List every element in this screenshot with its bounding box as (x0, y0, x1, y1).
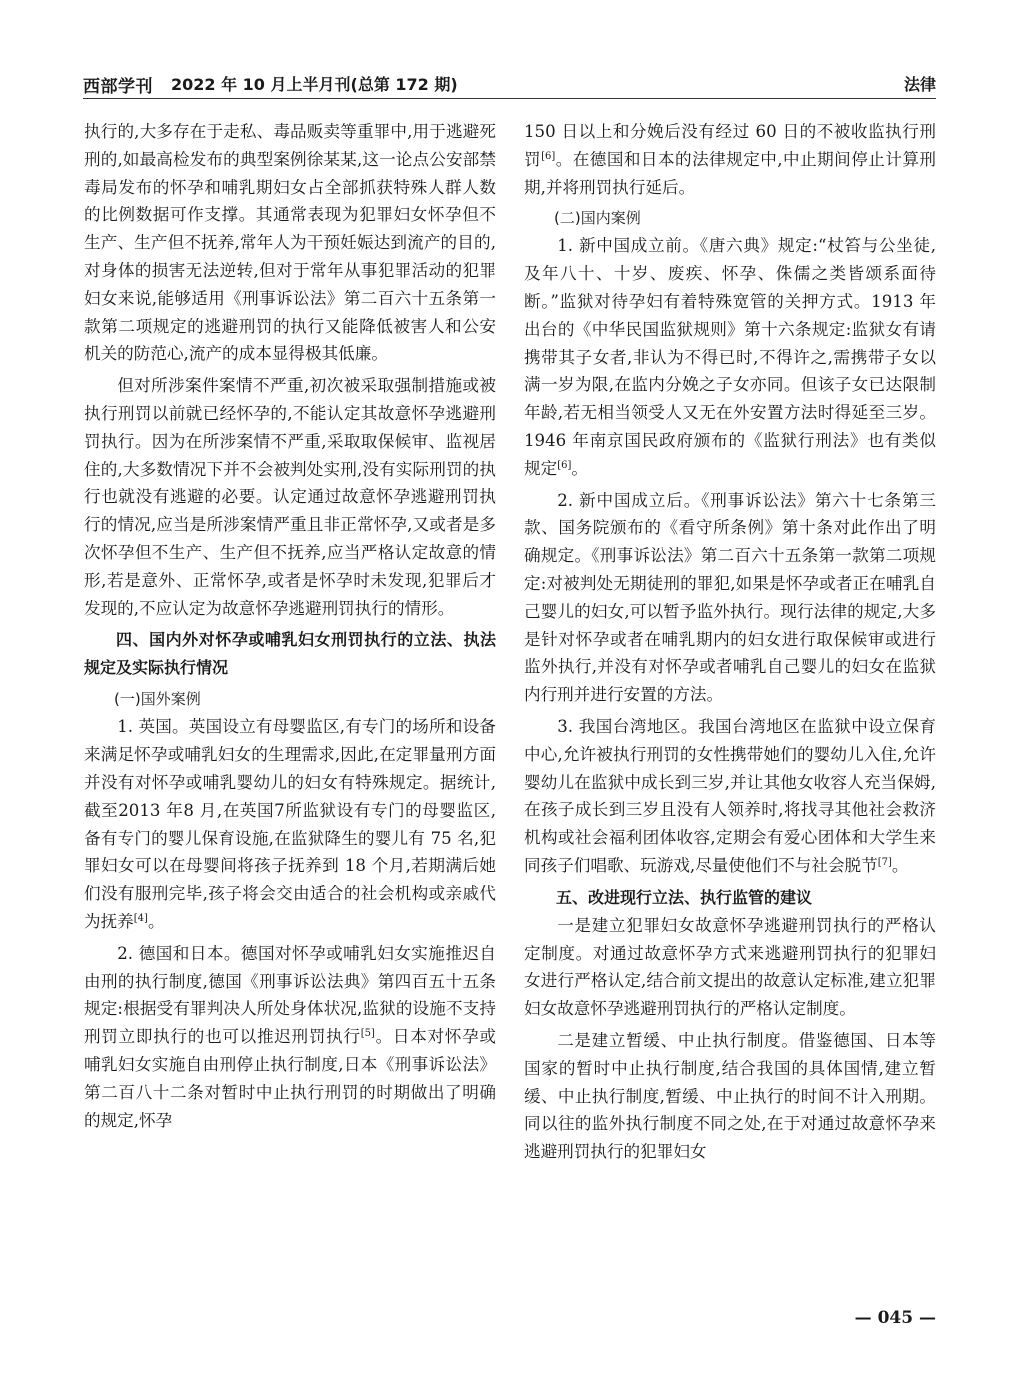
paragraph-text: 。 (147, 911, 165, 931)
paragraph: 但对所涉案件案情不严重,初次被采取强制措施或被执行刑罚以前就已经怀孕的,不能认定其故意怀孕逃避刑罚执行。因为在所涉案情不严重,采取取保候审、监视居住的,大多数情况下并不会被判处实刑,没有实际刑罚的执行也就没有逃避的必要。认定通过故意怀孕逃避刑罚执行的情况,应当是所涉案情严重且非正常怀孕,又或者是多次怀孕但不生产、生产但不抚养,应当严格认定故意的情形,若是意外、正常怀孕,或者是怀孕时未发现,犯罪后才发现的,不应认定为故意怀孕逃避刑罚执行的情形。 (84, 376, 496, 618)
journal-logo: 西部学刊 (83, 77, 153, 97)
citation: [6] (557, 459, 572, 471)
paragraph (84, 713, 496, 935)
paragraph (524, 118, 936, 201)
citation: [6] (541, 150, 556, 162)
paragraph: 执行的,大多存在于走私、毒品贩卖等重罪中,用于逃避死刑的,如最高检发布的典型案例徐某某,这一论点公安部禁毒局发布的怀孕和哺乳期妇女占全部抓获特殊人群人数的比例数据可作支撑。其通常表现为犯罪妇女怀孕但不生产、生产但不抚养,常年人为干预妊娠达到流产的目的,对身体的损害无法逆转,但对于常年从事犯罪活动的犯罪妇女来说,能够适用《刑事诉讼法》第二百六十五条第一款第二项规定的逃避刑罚的执行又能降低被害人和公安机关的防范心,流产的成本显得极其低廉。 (84, 122, 496, 364)
paragraph-text: 。 (571, 458, 588, 478)
paragraph (524, 232, 936, 482)
subsection-heading: (二)国内案例 (554, 209, 641, 228)
paragraph: 二是建立暂缓、中止执行制度。借鉴德国、日本等国家的暂时中止执行制度,结合我国的具体国情,建立暂缓、中止执行制度,暂缓、中止执行的时间不计入刑期。同以往的监外执行制度不同之处,在于对通过故意怀孕来逃避刑罚执行的犯罪妇女 (524, 1030, 936, 1162)
paragraph-text: 。 (891, 855, 909, 875)
section-heading: 五、改进现行立法、执行监管的建议 (556, 887, 813, 907)
subsection-heading: (一)国外案例 (114, 690, 201, 709)
citation: [7] (877, 856, 892, 868)
paragraph (524, 713, 936, 880)
paragraph-text: 1. 英国。英国设立有母婴监区,有专门的场所和设备来满足怀孕或哺乳妇女的生理需求,因此,在定罪量刑方面并没有对怀孕或哺乳婴幼儿的妇女有特殊规定。据统计,截至2013 年8 月,在英国7所监狱设有专门的母婴监区,备有专门的婴儿保育设施,在监狱降生的婴儿有 75 名,犯罪妇女可以在母婴间将孩子抚养到 18 个月,若期满后她们没有服刑完毕,孩子将会交由适合的社会机构或亲戚代为抚养 (84, 717, 496, 931)
paragraph: 2. 新中国成立后。《刑事诉讼法》第六十七条第三款、国务院颁布的《看守所条例》第十条对此作出了明确规定。《刑事诉讼法》第二百六十五条第一款第二项规定:对被判处无期徒刑的罪犯,如果是怀孕或者正在哺乳自己婴儿的妇女,可以暂予监外执行。现行法律的规定,大多是针对怀孕或者在哺乳期内的妇女进行取保候审或进行监外执行,并没有对怀孕或者哺乳自己婴儿的妇女在监狱内行刑并进行安置的方法。 (524, 490, 936, 705)
paragraph (84, 940, 496, 1135)
section-heading: 四、国内外对怀孕或哺乳妇女刑罚执行的立法、执法规定及实际执行情况 (84, 630, 496, 678)
running-header (83, 70, 936, 104)
left-column (84, 118, 496, 1134)
citation: [5] (360, 1028, 375, 1040)
paragraph: 一是建立犯罪妇女故意怀孕逃避刑罚执行的严格认定制度。对通过故意怀孕方式来逃避刑罚执行的犯罪妇女进行严格认定,结合前文提出的故意认定标准,建立犯罪妇女故意怀孕逃避刑罚执行的严格认定制度。 (524, 915, 936, 1019)
paragraph-text: 150 日以上和分娩后没有经过 60 日的不被收监执行刑罚 (524, 122, 936, 169)
paragraph-text: 2. 德国和日本。德国对怀孕或哺乳妇女实施推迟自由刑的执行制度,德国《刑事诉讼法典》第四百五十五条规定:根据受有罪判决人所处身体状况,监狱的设施不支持刑罚立即执行的也可以推迟刑罚执行 (84, 943, 496, 1047)
section-name: 法律 (903, 75, 936, 94)
issue-info: 2022 年 10 月上半月刊(总第 172 期) (171, 75, 458, 94)
paragraph-text: 3. 我国台湾地区。我国台湾地区在监狱中设立保育中心,允许被执行刑罚的女性携带她们的婴幼儿入住,允许婴幼儿在监狱中成长到三岁,并让其他女收容人充当保姆,在孩子成长到三岁且没有人领养时,将找寻其他社会救济机构或社会福利团体收容,定期会有爱心团体和大学生来同孩子们唱歌、玩游戏,尽量使他们不与社会脱节 (524, 716, 936, 875)
citation: [4] (133, 912, 148, 924)
page-number: — 045 — (854, 1308, 936, 1328)
paragraph-text: 。日本对怀孕或哺乳妇女实施自由刑停止执行制度,日本《刑事诉讼法》第二百八十二条对暂时中止执行刑罚的时期做出了明确的规定,怀孕 (84, 1027, 496, 1130)
paragraph-text: 1. 新中国成立前。《唐六典》规定:“杖笞与公坐徒,及年八十、十岁、废疾、怀孕、侏儒之类皆颂系面待断。”监狱对待孕妇有着特殊宽管的关押方式。1913 年出台的《中华民国监狱规则》第十六条规定:监狱女有请携带其子女者,非认为不得已时,不得许之,需携带子女以满一岁为限,在监内分娩之子女亦同。但该子女已达限制年龄,若无相当领受人又无在外安置方法时得延至三岁。1946 年南京国民政府颁布的《监狱行刑法》也有类似规定 (524, 236, 936, 478)
header-rule (83, 98, 936, 99)
paragraph-text: 。在德国和日本的法律规定中,中止期间停止计算刑期,并将刑罚执行延后。 (524, 149, 937, 197)
right-column (524, 118, 936, 1166)
